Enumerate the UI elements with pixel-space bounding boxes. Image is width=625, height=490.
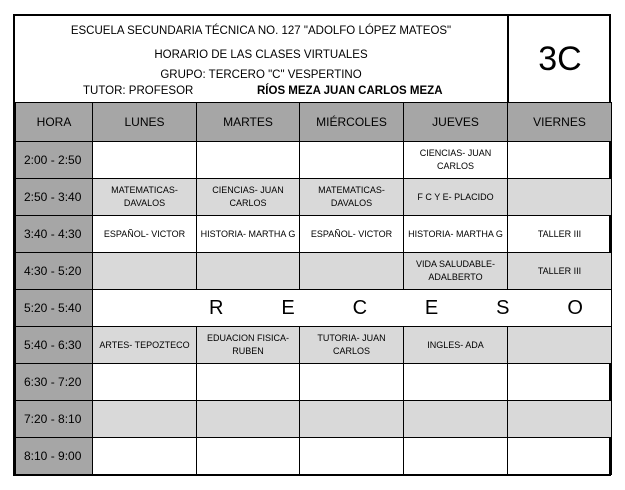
header-block	[15, 16, 507, 102]
class-cell[interactable]: CIENCIAS- JUAN CARLOS	[404, 142, 508, 179]
table-row	[16, 216, 612, 253]
class-cell[interactable]: INGLES- ADA	[404, 327, 508, 364]
class-cell[interactable]: ESPAÑOL- VICTOR	[300, 216, 404, 253]
class-cell[interactable]	[93, 142, 197, 179]
time-slot: 4:30 - 5:20	[16, 253, 93, 290]
class-cell[interactable]: TALLER III	[508, 253, 612, 290]
time-slot: 3:40 - 4:30	[16, 216, 93, 253]
tutor-name: RÍOS MEZA JUAN CARLOS MEZA	[257, 85, 443, 97]
class-cell[interactable]: TALLER III	[508, 216, 612, 253]
class-cell[interactable]: TUTORIA- JUAN CARLOS	[300, 327, 404, 364]
class-cell[interactable]	[508, 327, 612, 364]
table-row	[16, 327, 612, 364]
table-row	[16, 253, 612, 290]
column-header-lunes: LUNES	[93, 103, 197, 142]
column-header-viernes: VIERNES	[508, 103, 612, 142]
class-cell[interactable]	[197, 438, 300, 475]
receso-letter: C	[352, 296, 368, 319]
table-row	[16, 401, 612, 438]
schedule-table	[15, 102, 612, 475]
class-cell[interactable]	[404, 438, 508, 475]
class-cell[interactable]	[300, 401, 404, 438]
class-cell[interactable]: CIENCIAS- JUAN CARLOS	[197, 179, 300, 216]
class-cell[interactable]: MATEMATICAS- DAVALOS	[300, 179, 404, 216]
table-row	[16, 364, 612, 401]
receso-row	[16, 290, 612, 327]
time-slot: 8:10 - 9:00	[16, 438, 93, 475]
class-cell[interactable]	[197, 253, 300, 290]
class-cell[interactable]	[93, 401, 197, 438]
class-cell[interactable]: HISTORIA- MARTHA G	[197, 216, 300, 253]
table-row	[16, 142, 612, 179]
receso-letter: E	[281, 296, 295, 319]
time-slot: 6:30 - 7:20	[16, 364, 93, 401]
schedule-sheet	[13, 14, 611, 476]
class-cell[interactable]	[404, 364, 508, 401]
column-header-miercoles: MIÉRCOLES	[300, 103, 404, 142]
receso-letter: O	[567, 296, 583, 319]
receso-letter: E	[424, 296, 439, 319]
header-row	[16, 103, 612, 142]
time-slot: 2:00 - 2:50	[16, 142, 93, 179]
class-cell[interactable]: ESPAÑOL- VICTOR	[93, 216, 197, 253]
class-cell[interactable]: F C Y E- PLACIDO	[404, 179, 508, 216]
group-code-box	[507, 16, 611, 102]
table-row	[16, 179, 612, 216]
receso-letter: S	[496, 296, 510, 319]
class-cell[interactable]	[300, 253, 404, 290]
class-cell[interactable]	[300, 142, 404, 179]
class-cell[interactable]: MATEMATICAS- DAVALOS	[93, 179, 197, 216]
table-row	[16, 438, 612, 475]
column-header-martes: MARTES	[197, 103, 300, 142]
class-cell[interactable]	[93, 364, 197, 401]
class-cell[interactable]: VIDA SALUDABLE- ADALBERTO	[404, 253, 508, 290]
class-cell[interactable]	[197, 364, 300, 401]
class-cell[interactable]	[93, 438, 197, 475]
group-label: GRUPO: TERCERO "C" VESPERTINO	[160, 69, 362, 81]
class-cell[interactable]	[508, 438, 612, 475]
time-slot: 7:20 - 8:10	[16, 401, 93, 438]
group-code: 3C	[538, 40, 582, 78]
class-cell[interactable]	[508, 401, 612, 438]
class-cell[interactable]	[197, 142, 300, 179]
class-cell[interactable]: EDUACION FISICA- RUBEN	[197, 327, 300, 364]
column-header-jueves: JUEVES	[404, 103, 508, 142]
class-cell[interactable]: HISTORIA- MARTHA G	[404, 216, 508, 253]
class-cell[interactable]	[508, 364, 612, 401]
schedule-title: HORARIO DE LAS CLASES VIRTUALES	[154, 49, 368, 61]
class-cell[interactable]	[300, 364, 404, 401]
time-slot: 5:20 - 5:40	[16, 290, 93, 327]
class-cell[interactable]	[404, 401, 508, 438]
time-slot: 2:50 - 3:40	[16, 179, 93, 216]
school-name: ESCUELA SECUNDARIA TÉCNICA NO. 127 "ADOLFO LÓPEZ MATEOS"	[70, 25, 452, 37]
column-header-hora: HORA	[16, 103, 93, 142]
receso-letter: R	[209, 296, 224, 319]
class-cell[interactable]	[197, 401, 300, 438]
tutor-label: TUTOR: PROFESOR	[83, 85, 194, 97]
class-cell[interactable]	[300, 438, 404, 475]
class-cell[interactable]: ARTES- TEPOZTECO	[93, 327, 197, 364]
time-slot: 5:40 - 6:30	[16, 327, 93, 364]
receso-banner	[93, 290, 612, 327]
class-cell[interactable]	[508, 179, 612, 216]
class-cell[interactable]	[93, 253, 197, 290]
class-cell[interactable]	[508, 142, 612, 179]
